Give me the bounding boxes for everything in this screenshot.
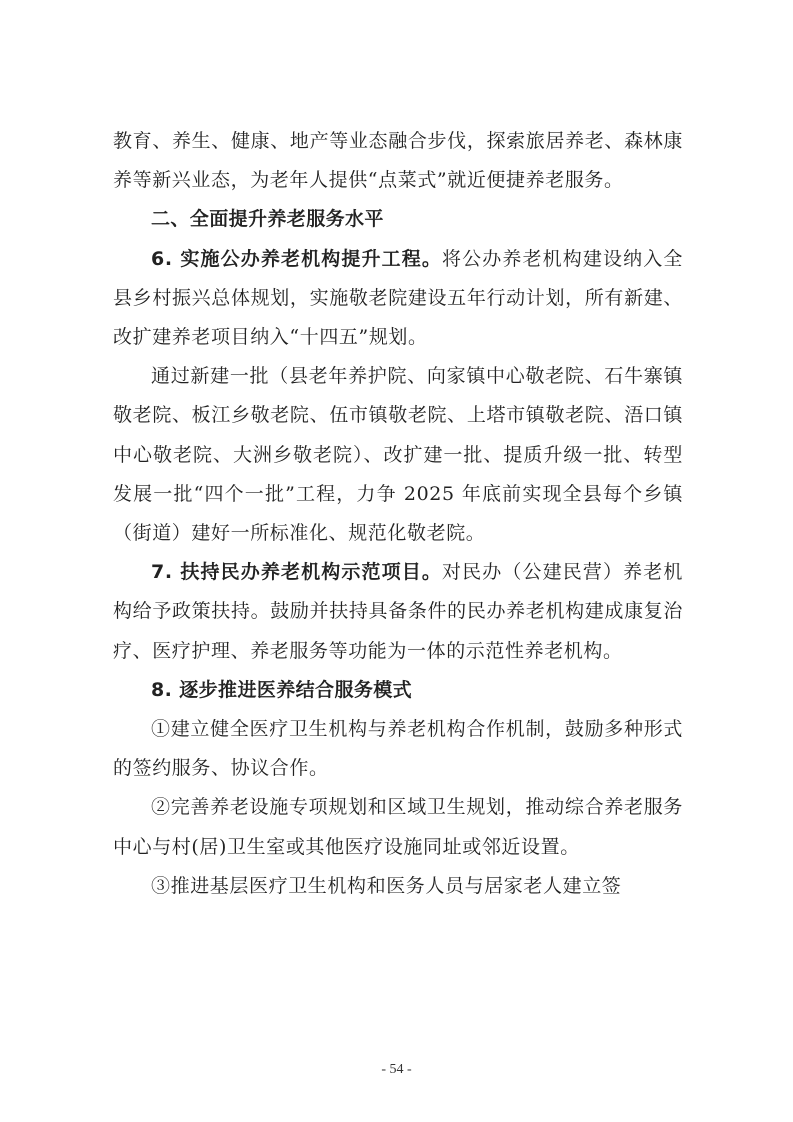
item-6-text: 将公办养老机构建设纳入全县乡村振兴总体规划，实施敬老院建设五年行动计划，所有新建、改扩建养老项目纳入“十四五”规划。 [113,247,683,349]
paragraph-point-3: ③推进基层医疗卫生机构和医务人员与居家老人建立签 [151,874,622,897]
item-7-text: 对民办（公建民营）养老机构给予政策扶持。鼓励并扶持具备条件的民办养老机构建成康复治疗、医疗护理、养老服务等功能为一体的示范性养老机构。 [113,561,683,662]
section-heading: 二、全面提升养老服务水平 [151,208,384,231]
paragraph-item-6-detail: 通过新建一批（县老年养护院、向家镇中心敬老院、石牛寨镇敬老院、板江乡敬老院、伍市镇敬老院、上塔市镇敬老院、浯口镇中心敬老院、大洲乡敬老院）、改扩建一批、提质升级一批、转型发展一批“四个一批”工程，力争 2025 年底前实现全县每个乡镇（街道）建好一所标准化、规范化敬老院。 [113,365,683,545]
document-body [113,122,683,906]
item-6-title: 6. 实施公办养老机构提升工程。 [151,247,443,270]
paragraph-item-7 [113,553,683,671]
paragraph-item-6 [113,240,683,358]
paragraph-point-1: ①建立健全医疗卫生机构与养老机构合作机制，鼓励多种形式的签约服务、协议合作。 [113,718,683,780]
item-8-heading: 8. 逐步推进医养结合服务模式 [151,678,413,701]
item-7-title: 7. 扶持民办养老机构示范项目。 [151,561,443,584]
paragraph-point-2: ②完善养老设施专项规划和区域卫生规划，推动综合养老服务中心与村(居)卫生室或其他医疗设施同址或邻近设置。 [113,796,683,858]
page-number: - 54 - [381,1062,412,1077]
paragraph-continuation: 教育、养生、健康、地产等业态融合步伐，探索旅居养老、森林康养等新兴业态，为老年人提供“点菜式”就近便捷养老服务。 [113,130,683,192]
